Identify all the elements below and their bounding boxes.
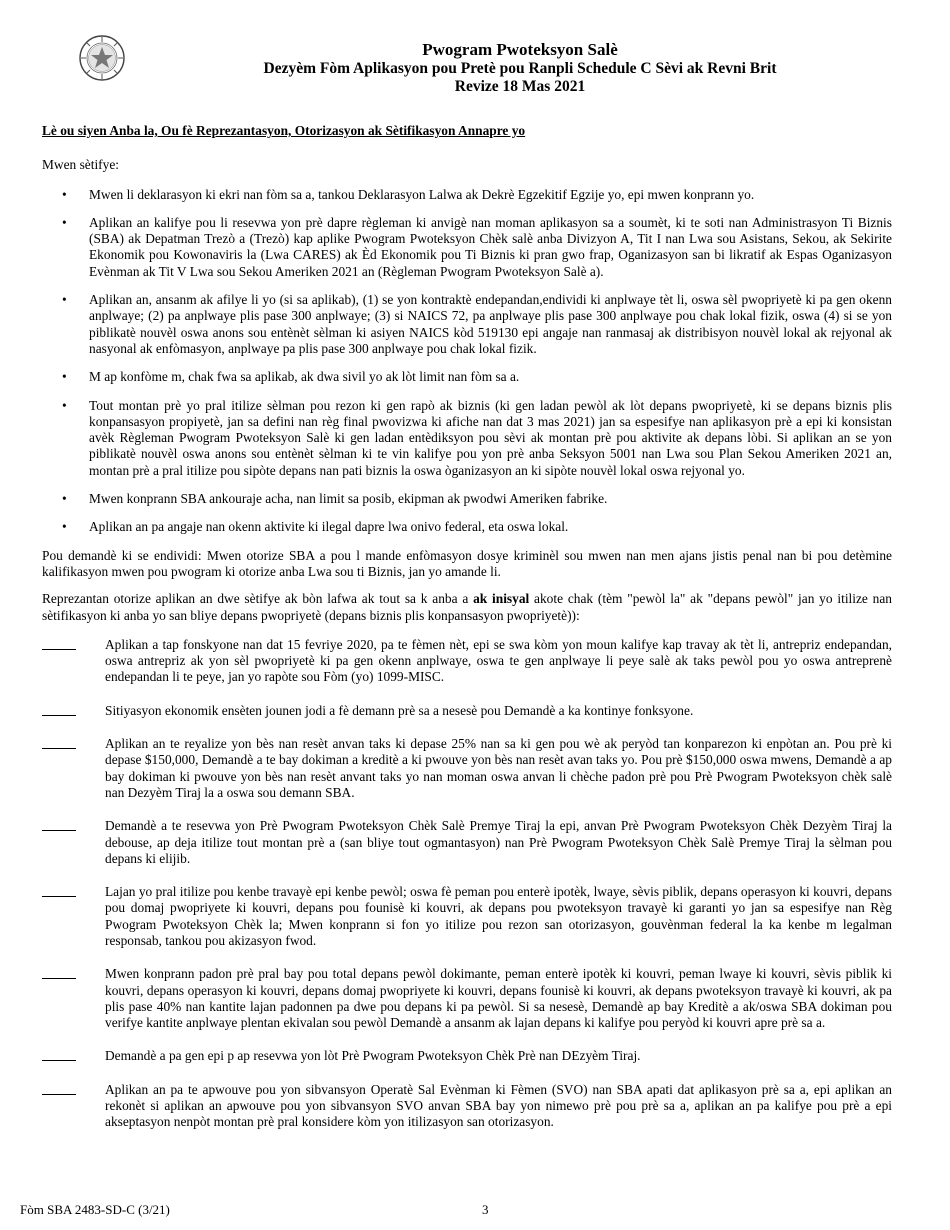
initial-field[interactable] <box>42 978 76 979</box>
bullet-icon: • <box>62 292 67 308</box>
initial-field[interactable] <box>42 1060 76 1061</box>
bullet-item <box>42 519 892 535</box>
document-header <box>180 40 860 96</box>
certification-text: Aplikan an pa te apwouve pou yon sibvansyon Operatè Sal Evènman ki Fèmen (SVO) nan SBA apati dat aplikasyon prè sa a, epi aplikan an rekonèt si aplikan an apwouve pou yon sibvansyon SVO anvan SBA bay yon nimewo prè pou prè sa a, aplikan an pa kalifye pou prè a epi akseptasyon nenpòt montan prè pral konsidere kòm yon itilizasyon san otorizasyon. <box>105 1081 892 1130</box>
initial-field[interactable] <box>42 649 76 650</box>
certification-text: Aplikan an te reyalize yon bès nan resèt anvan taks ki depase 25% nan sa ki gen pou wè ak peryòd tan konparezon ki enpòtan an. Pou prè ki depase $150,000, Demandè a te bay dokiman a kreditè a ki pwouve yon bès nan resèt avan taks yo. Pou prè $150,000 oswa mwens, Demandè a ap bay dokiman ki pwouve yon bès nan resèt anvant taks yo nan moman oswa anvan li chèche padon prè pou Prè Pwogram Pwoteksyon chèk salè nan Dezyèm Tiraj la a oswa sou demann SBA. <box>105 736 892 800</box>
revision-date: Revize 18 Mas 2021 <box>454 78 586 95</box>
certification-text: Lajan yo pral itilize pou kenbe travayè epi kenbe pewòl; oswa fè peman pou enterè ipotèk, lwaye, sèvis piblik, depans operasyon ki kouvri, depans pou domaj pwopriyete ki kouvri, depans pou founisè ki kouvri, ak depans pou pwoteksyon travayè ki garanti yo jan sa espesifye nan Règ Pwogram Pwoteksyon Chèk la; Mwen konprann si fon yo itilize pou rezon san otorizasyon, gouvènman federal la ka kenbe m legalman responsab, tankou pou akizasyon fwod. <box>105 884 892 948</box>
certify-intro: Mwen sètifye: <box>42 157 119 173</box>
initial-certification-item <box>42 1048 892 1064</box>
bullet-icon: • <box>62 491 67 507</box>
bullet-item <box>42 187 892 203</box>
initial-certification-item <box>42 884 892 949</box>
bullet-text: M ap konfòme m, chak fwa sa aplikab, ak dwa sivil yo ak lòt limit nan fòm sa a. <box>89 369 520 385</box>
initial-field[interactable] <box>42 896 76 897</box>
bullet-item <box>42 491 892 507</box>
bullet-item <box>42 398 892 479</box>
initial-field[interactable] <box>42 715 76 716</box>
certification-text: Mwen konprann padon prè pral bay pou total depans pewòl dokimante, peman enterè ipotèk ki kouvri, peman lwaye ki kouvri, sèvis piblik ki kouvri, depans operasyon ki kouvri, depans domaj pwopriyete ki kouvri, depans founisè ki kouvri, ak depans pwoteksyon travayè ki kouvri, ak pa plis pase 40% nan kantite lajan padonnen pa dwe pou depans ki pa pewòl. Si sa nesesè, Demandè ap bay Kreditè a ak/oswa SBA dokiman pou verifye kantite anplwaye plentan ekivalan sou pewòl Demandè a ansanm ak lajan depans ki kalifye pou peryòd ki kouvri apre prè sa a. <box>105 966 892 1031</box>
bullet-text: Mwen konprann SBA ankouraje acha, nan limit sa posib, ekipman ak pwodwi Ameriken fabrike. <box>89 491 608 507</box>
initial-certification-item <box>42 703 892 719</box>
document-body <box>42 123 892 1148</box>
initial-certification-item <box>42 736 892 801</box>
initial-certification-item <box>42 818 892 867</box>
bullet-item <box>42 292 892 357</box>
certification-intro-bold: ak inisyal <box>473 591 530 607</box>
bullet-text: Aplikan an, ansanm ak afilye li yo (si sa aplikab), (1) se yon kontraktè endepandan,endividi ki anplwaye tèt li, oswa sèl pwopriyetè ki pa gen okenn anplwaye; (2) pa anplwaye plis pase 300 anplwaye; (3) si NAICS 72, pa anplwaye plis pase 300 anplwaye pou chak lokal fizik, oswa (4) si se yon piblikatè nouvèl oswa anons sou entènèt sèlman ki asiyen NAICS kòd 519130 epi angaje nan ranmasaj ak distribisyon nouvèl lokal ak rejyonal ak nasyonal ak enfòmasyon, anplwaye pa plis pase 300 anplwaye pou chak lokal fizik. <box>89 292 892 356</box>
form-id: Fòm SBA 2483-SD-C (3/21) <box>20 1202 170 1217</box>
initial-certification-item <box>42 637 892 686</box>
bullet-icon: • <box>62 397 67 413</box>
bullet-item <box>42 369 892 385</box>
initial-field[interactable] <box>42 1094 76 1095</box>
initial-field[interactable] <box>42 748 76 749</box>
page-number: 3 <box>482 1202 489 1217</box>
certification-intro-text: Reprezantan otorize aplikan an dwe sètifye ak bòn lafwa ak tout sa k anba a <box>42 591 474 607</box>
initial-certification-item <box>42 1082 892 1131</box>
bullet-item <box>42 215 892 280</box>
bullet-text: Mwen li deklarasyon ki ekri nan fòm sa a, tankou Deklarasyon Lalwa ak Dekrè Egzekitif Egzije yo, epi mwen konprann yo. <box>89 186 755 202</box>
bullet-icon: • <box>62 186 67 202</box>
document-title: Pwogram Pwoteksyon Salè <box>422 40 618 59</box>
bullet-icon: • <box>62 214 67 230</box>
certification-intro <box>42 591 892 624</box>
certification-intro-tail: akote chak (tèm "pewòl la" ak "depans pewòl" jan yo itilize nan sètifikasyon ki anba yo san bliye depans pwopriyetè (depans biznis plis konpansasyon pwopriyetè)): <box>42 591 892 623</box>
document-subtitle: Dezyèm Fòm Aplikasyon pou Pretè pou Ranpli Schedule C Sèvi ak Revni Brit <box>263 60 777 77</box>
bullet-text: Aplikan an kalifye pou li resevwa yon prè dapre règleman ki anvigè nan moman aplikasyon sa a soumèt, ki te soti nan Administrasyon Ti Biznis (SBA) ak Depatman Trezò a (Trezò) kap aplike Pwogram Pwoteksyon Chèk salè anba Divizyon A, Tit I nan Lwa sou Asistans, Sekou, ak Sekirite Ekonomik pou Kowonaviris la (Lwa CARES) ak Èd Ekonomik pou Ti Biznis ki pran gwo frap, Oganizasyon san bi likratif ak Espas Oganizasyon Evènman ak Tit V Lwa sou Sekou Ameriken 2021 an (Règleman Pwogram Pwoteksyon Salè a). <box>89 214 892 279</box>
bullet-text: Aplikan an pa angaje nan okenn aktivite ki ilegal dapre lwa onivo federal, eta oswa lokal. <box>89 519 569 535</box>
certification-text: Demandè a te resevwa yon Prè Pwogram Pwoteksyon Chèk Salè Premye Tiraj la epi, anvan Prè Pwogram Pwoteksyon Chèk Dezyèm Tiraj la debouse, ap deja itilize tout montan prè a (san bliye tout ogmantasyon) nan Prè Pwogram Pwoteksyon Chèk Salè Premye Tiraj la sèlman pou depans ki elijib. <box>105 818 892 866</box>
section-heading: Lè ou siyen Anba la, Ou fè Reprezantasyon, Otorizasyon ak Sètifikasyon Annapre yo <box>42 123 526 138</box>
bullet-text: Tout montan prè yo pral itilize sèlman pou rezon ki gen rapò ak biznis (ki gen ladan pewòl ak lòt depans pwopriyetè, ki se depans biznis plis konpansasyon propiyetè, jan sa defini nan règ final pwovizwa ki afiche nan dat 3 mas 2021) jan sa espesifye nan aplikasyon prè a epi ki konsistan avèk Règleman Pwogram Pwoteksyon Salè ki gen ladan entèdiksyon pou sèvi ak montan prè pou aktivite ak depans lòbi. Si aplikan an se yon piblikatè nouvèl oswa anons sou entènèt sèlman ki te vin kalifye pou yon prè anba Seksyon 5001 nan Lwa sou Plan Sekou Ameriken 2021 an, montan prè a pral itilize pou sipòte depans nan pati biznis la oswa òganizasyon an ki sipòte nouvèl lokal oswa rejyonal yo. <box>89 397 892 478</box>
sba-seal-icon <box>78 34 126 82</box>
initial-field[interactable] <box>42 830 76 831</box>
bullet-icon: • <box>62 519 67 535</box>
certification-text: Demandè a pa gen epi p ap resevwa yon lòt Prè Pwogram Pwoteksyon Chèk Prè nan DEzyèm Tiraj. <box>105 1048 641 1064</box>
initial-certification-item <box>42 966 892 1031</box>
certification-bullet-list <box>42 187 892 536</box>
bullet-icon: • <box>62 369 67 385</box>
certification-text: Aplikan a tap fonskyone nan dat 15 fevriye 2020, pa te fèmen nèt, epi se swa kòm yon moun kalifye kap travay ak tèt li, antrepriz endepandan, oswa antrepriz ak yon sèl pwopriyetè ki pa gen okenn anplwaye, oswa te gen anplwaye li peye salè ak taks pewòl pou yo oswa antreprenè endepandan li te peye, jan yo rapòte sou Fòm (yo) 1099-MISC. <box>105 636 892 685</box>
individual-applicant-paragraph: Pou demandè ki se endividi: Mwen otorize SBA a pou l mande enfòmasyon dosye kriminèl sou mwen nan men ajans jistis penal nan bi pou detèmine kalifikasyon mwen pou pwogram ki otorize anba Lwa sou ti Biznis, jan yo amande li. <box>42 547 892 579</box>
certification-text: Sitiyasyon ekonomik ensèten jounen jodi a fè demann prè sa a nesesè pou Demandè a ka kontinye fonksyone. <box>105 702 694 718</box>
